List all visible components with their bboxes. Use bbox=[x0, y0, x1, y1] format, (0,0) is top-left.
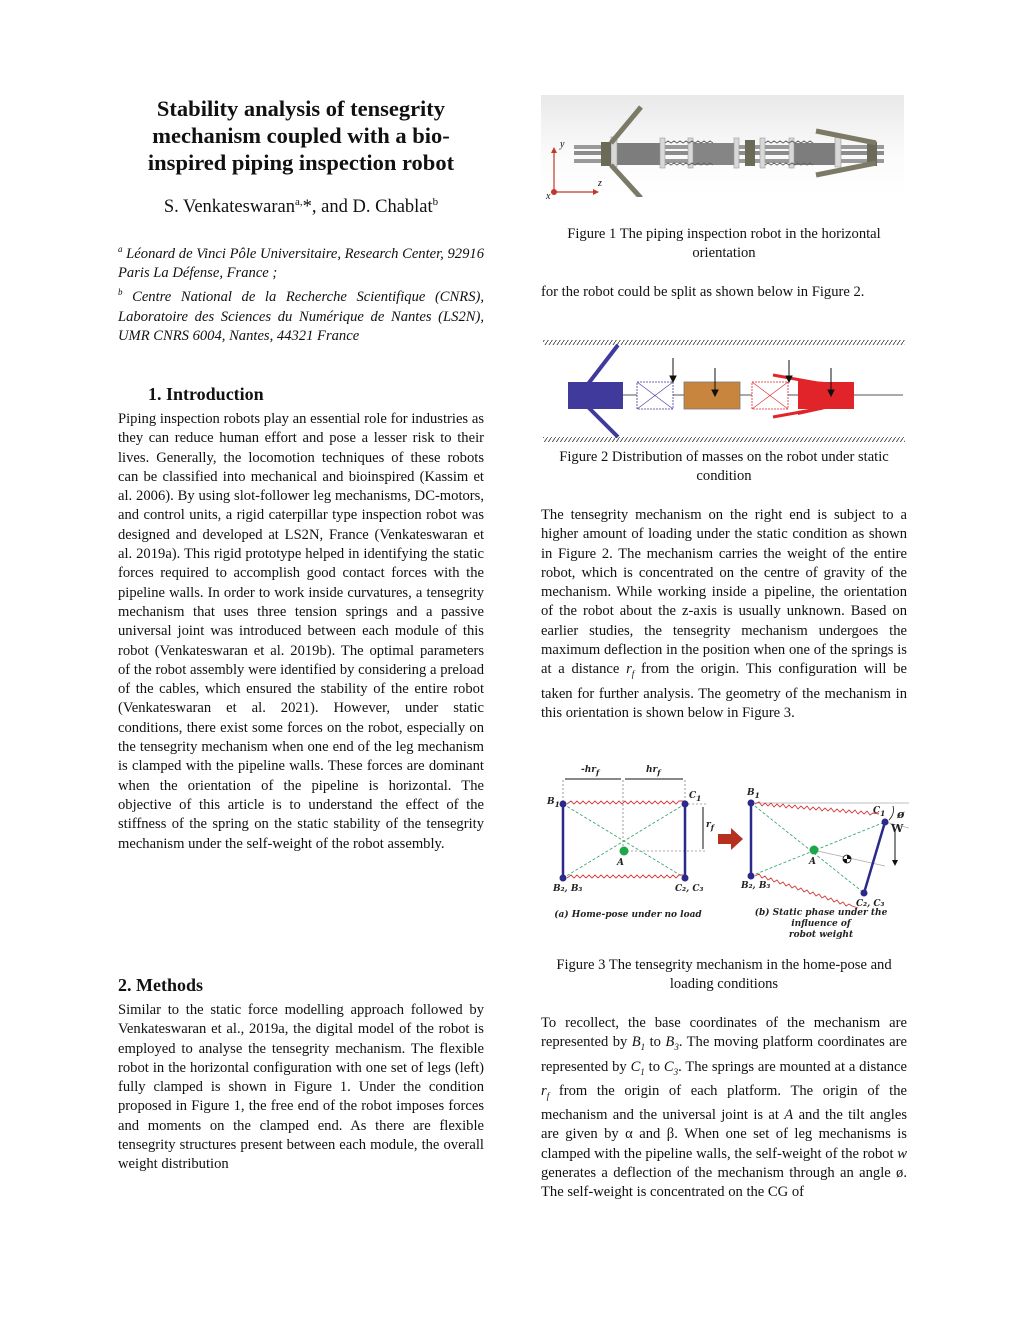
figure-1-robot-render bbox=[541, 95, 904, 202]
affiliations bbox=[118, 240, 484, 346]
math-symbol: A bbox=[784, 1106, 794, 1123]
label-rf: $r_f$ bbox=[706, 820, 714, 832]
paper-title: Stability analysis of tensegrity mechanism coupled with a bio- inspired piping inspection robot bbox=[147, 96, 455, 175]
math-subscript: f bbox=[546, 1090, 550, 1101]
author-name: , and D. Chablat bbox=[311, 197, 433, 218]
robot-joint bbox=[601, 142, 611, 166]
math-symbol: r bbox=[541, 1082, 547, 1099]
spring-top bbox=[567, 801, 685, 804]
text-run: To recollect, the base coordinates of the mechanism are represented by bbox=[541, 1015, 907, 1051]
label-b1-loaded: $B_1$ bbox=[747, 788, 760, 800]
label-c2-c3: C₂, C₃ bbox=[675, 884, 704, 894]
figure-3-caption: Figure 3 The tensegrity mechanism in the home-pose and loading conditions bbox=[556, 957, 892, 993]
left-module-mass bbox=[568, 382, 623, 409]
text-run: and the tilt angles are given by α and β. When one set of leg mechanisms is clamped with the pipeline walls, the self-weight of the robot bbox=[541, 1106, 907, 1162]
math-symbol: C bbox=[663, 1058, 674, 1075]
spring-bottom bbox=[755, 874, 858, 908]
right-paragraph-3 bbox=[541, 1014, 907, 1202]
left-leg bbox=[588, 345, 618, 384]
methods-paragraph: Similar to the static force modelling approach followed by Venkateswaran et al., 2019a, the digital model of the robot is employed to analyse the tensegrity mechanism. The flexible robot in the horizontal configuration with one set of legs (left) fully clamped is shown in Figure 1. Under the condition proposed in Figure 1, the free end of the robot imposes forces and moments on the clamped end. As there are flexible tensegrity structures present between each module, the overall weight distribution bbox=[118, 1002, 484, 1173]
label-b1: $B_1$ bbox=[547, 797, 560, 809]
figure-1-caption: Figure 1 The piping inspection robot in the horizontal orientation bbox=[567, 226, 881, 262]
mass-distribution-svg bbox=[543, 336, 905, 446]
robot-module-body bbox=[691, 143, 737, 165]
robot-leg bbox=[816, 131, 876, 143]
math-subscript: 1 bbox=[640, 1066, 645, 1077]
label-neg-hrf: $-hr_f$ bbox=[581, 765, 600, 777]
affiliation-a: $^a$ Léonard de Vinci Pôle Universitaire, Research Center, 92916 Paris La Défense, France ; bbox=[118, 244, 484, 282]
cg-quadrant bbox=[843, 859, 847, 863]
axis-label-x: x bbox=[546, 191, 551, 202]
math-subscript: 3 bbox=[674, 1042, 679, 1053]
spring-bottom bbox=[567, 875, 685, 878]
math-subscript: 3 bbox=[673, 1066, 679, 1077]
robot-leg bbox=[611, 107, 641, 143]
text-run: generates a deflection of the mechanism through an angle ø. The self-weight is concentrated on the CG of bbox=[541, 1164, 907, 1201]
left-leg bbox=[588, 407, 618, 437]
weight-arrow-icon bbox=[892, 860, 898, 866]
axis-label-z: z bbox=[598, 178, 602, 189]
robot-render-svg bbox=[541, 95, 904, 197]
robot-joint bbox=[745, 140, 755, 166]
label-c1-loaded: $C_1$ bbox=[873, 806, 886, 818]
figure-2-mass-distribution bbox=[543, 336, 905, 446]
math-symbol: w bbox=[897, 1145, 907, 1162]
right-paragraph-1: for the robot could be split as shown below in Figure 2. bbox=[541, 284, 865, 300]
text-run: to bbox=[644, 1058, 664, 1075]
section-heading-methods: 2. Methods bbox=[118, 975, 203, 995]
author-affiliation-mark: a, bbox=[295, 196, 303, 208]
introduction-paragraph: Piping inspection robots play an essential role for industries as they can reduce human effort and pose a lesser risk to their lives. Generally, the locomotion techniques of these robots can be classified into mechanical and bioinspired (Kassim et al. 2006). By using slot-follower leg mechanisms, DC-motors, and control units, a rigid caterpillar type inspection robot was designed and developed at LS2N, France (Venkateswaran et al. 2019a). This rigid prototype helped in identifying the static forces required to accomplish good contact forces with the pipeline walls. In order to work inside curvatures, a tensegrity mechanism that uses three tension springs and a passive universal joint was introduced between each module of this robot (Venkateswaran et al. 2019b). The optimal parameters of the robot assembly were identified by considering a preload of the cables, which ensured the stability of the entire robot (Venkateswaran et al. 2021). However, under static conditions, there exist some forces on the robot, especially on the tensegrity mechanism when one end of the leg mechanism is clamped with the pipeline walls. These forces are dominant when the orientation of the pipeline is horizontal. The objective of this article is to understand the effect of the stiffness of the spring on the static stability of the tensegrity mechanism under the self-weight of the robot assembly. bbox=[118, 411, 484, 852]
transition-arrow-icon bbox=[718, 828, 743, 850]
text-run: . The springs are mounted at a distance bbox=[678, 1058, 907, 1075]
label-b2-b3-loaded: B₂, B₃ bbox=[741, 881, 771, 891]
label-c2-c3-loaded: C₂, C₃ bbox=[856, 899, 885, 909]
math-symbol: B bbox=[665, 1034, 675, 1051]
right-module-mass bbox=[798, 382, 854, 409]
robot-module-body bbox=[793, 143, 841, 165]
text-run: to bbox=[645, 1034, 666, 1051]
figure-3a-subcaption: (a) Home-pose under no load bbox=[554, 910, 702, 920]
text-run: from the origin of each platform. The origin of the mechanism and the universal joint is at bbox=[541, 1082, 907, 1123]
section-heading-introduction: 1. Introduction bbox=[148, 384, 264, 404]
label-b2-b3: B₂, B₃ bbox=[553, 884, 583, 894]
axis-label-y: y bbox=[560, 139, 565, 150]
text-run: . The moving platform coordinates are represented by bbox=[541, 1034, 907, 1075]
author-list bbox=[118, 196, 484, 218]
label-hrf: $hr_f$ bbox=[646, 765, 661, 777]
author-affiliation-mark: b bbox=[432, 196, 439, 208]
panel-a-home-pose bbox=[560, 779, 707, 882]
figure-3b-subcaption: (b) Static phase under the influence of robot weight bbox=[754, 908, 888, 940]
angle-arc bbox=[889, 806, 894, 820]
label-phi: ø bbox=[897, 808, 905, 821]
pipe-wall-top bbox=[543, 340, 905, 345]
middle-module-mass bbox=[684, 382, 740, 409]
label-a: A bbox=[617, 858, 624, 868]
corresponding-author-mark: * bbox=[302, 197, 312, 218]
figure-2-caption: Figure 2 Distribution of masses on the robot under static condition bbox=[559, 449, 889, 485]
label-w: W bbox=[891, 822, 904, 835]
author-name: S. Venkateswaran bbox=[163, 197, 296, 218]
label-a-loaded: A bbox=[809, 857, 816, 867]
math-symbol: C bbox=[630, 1058, 641, 1075]
spring-top bbox=[755, 802, 879, 815]
math-subscript: 1 bbox=[640, 1042, 646, 1053]
affiliation-b: $^b$ Centre National de la Recherche Scientifique (CNRS), Laboratoire des Sciences du Numérique de Nantes (LS2N), UMR CNRS 6004, Nantes, 44321 France bbox=[118, 287, 484, 344]
robot-leg bbox=[611, 165, 641, 197]
math-symbol: B bbox=[631, 1034, 641, 1051]
cg-quadrant bbox=[847, 855, 851, 859]
right-paragraph-2: The tensegrity mechanism on the right end is subject to a higher amount of loading under the static condition as shown in Figure 2. The mechanism carries the weight of the entire robot, which is concentrated on the centre of gravity of the mechanism. While working inside a pipeline, the orientation of the robot about the z-axis is usually unknown. Based on earlier studies, the tensegrity mechanism undergoes the maximum deflection in the position when one of the springs is at a distance $r_f$ from the origin. This configuration will be taken for further analysis. The geometry of the mechanism in this orientation is shown below in Figure 3. bbox=[541, 507, 907, 721]
figure-3-tensegrity-mechanism bbox=[543, 762, 909, 940]
pipe-wall-bottom bbox=[543, 437, 905, 442]
label-c1: $C_1$ bbox=[689, 791, 702, 803]
robot-module-body bbox=[616, 143, 664, 165]
